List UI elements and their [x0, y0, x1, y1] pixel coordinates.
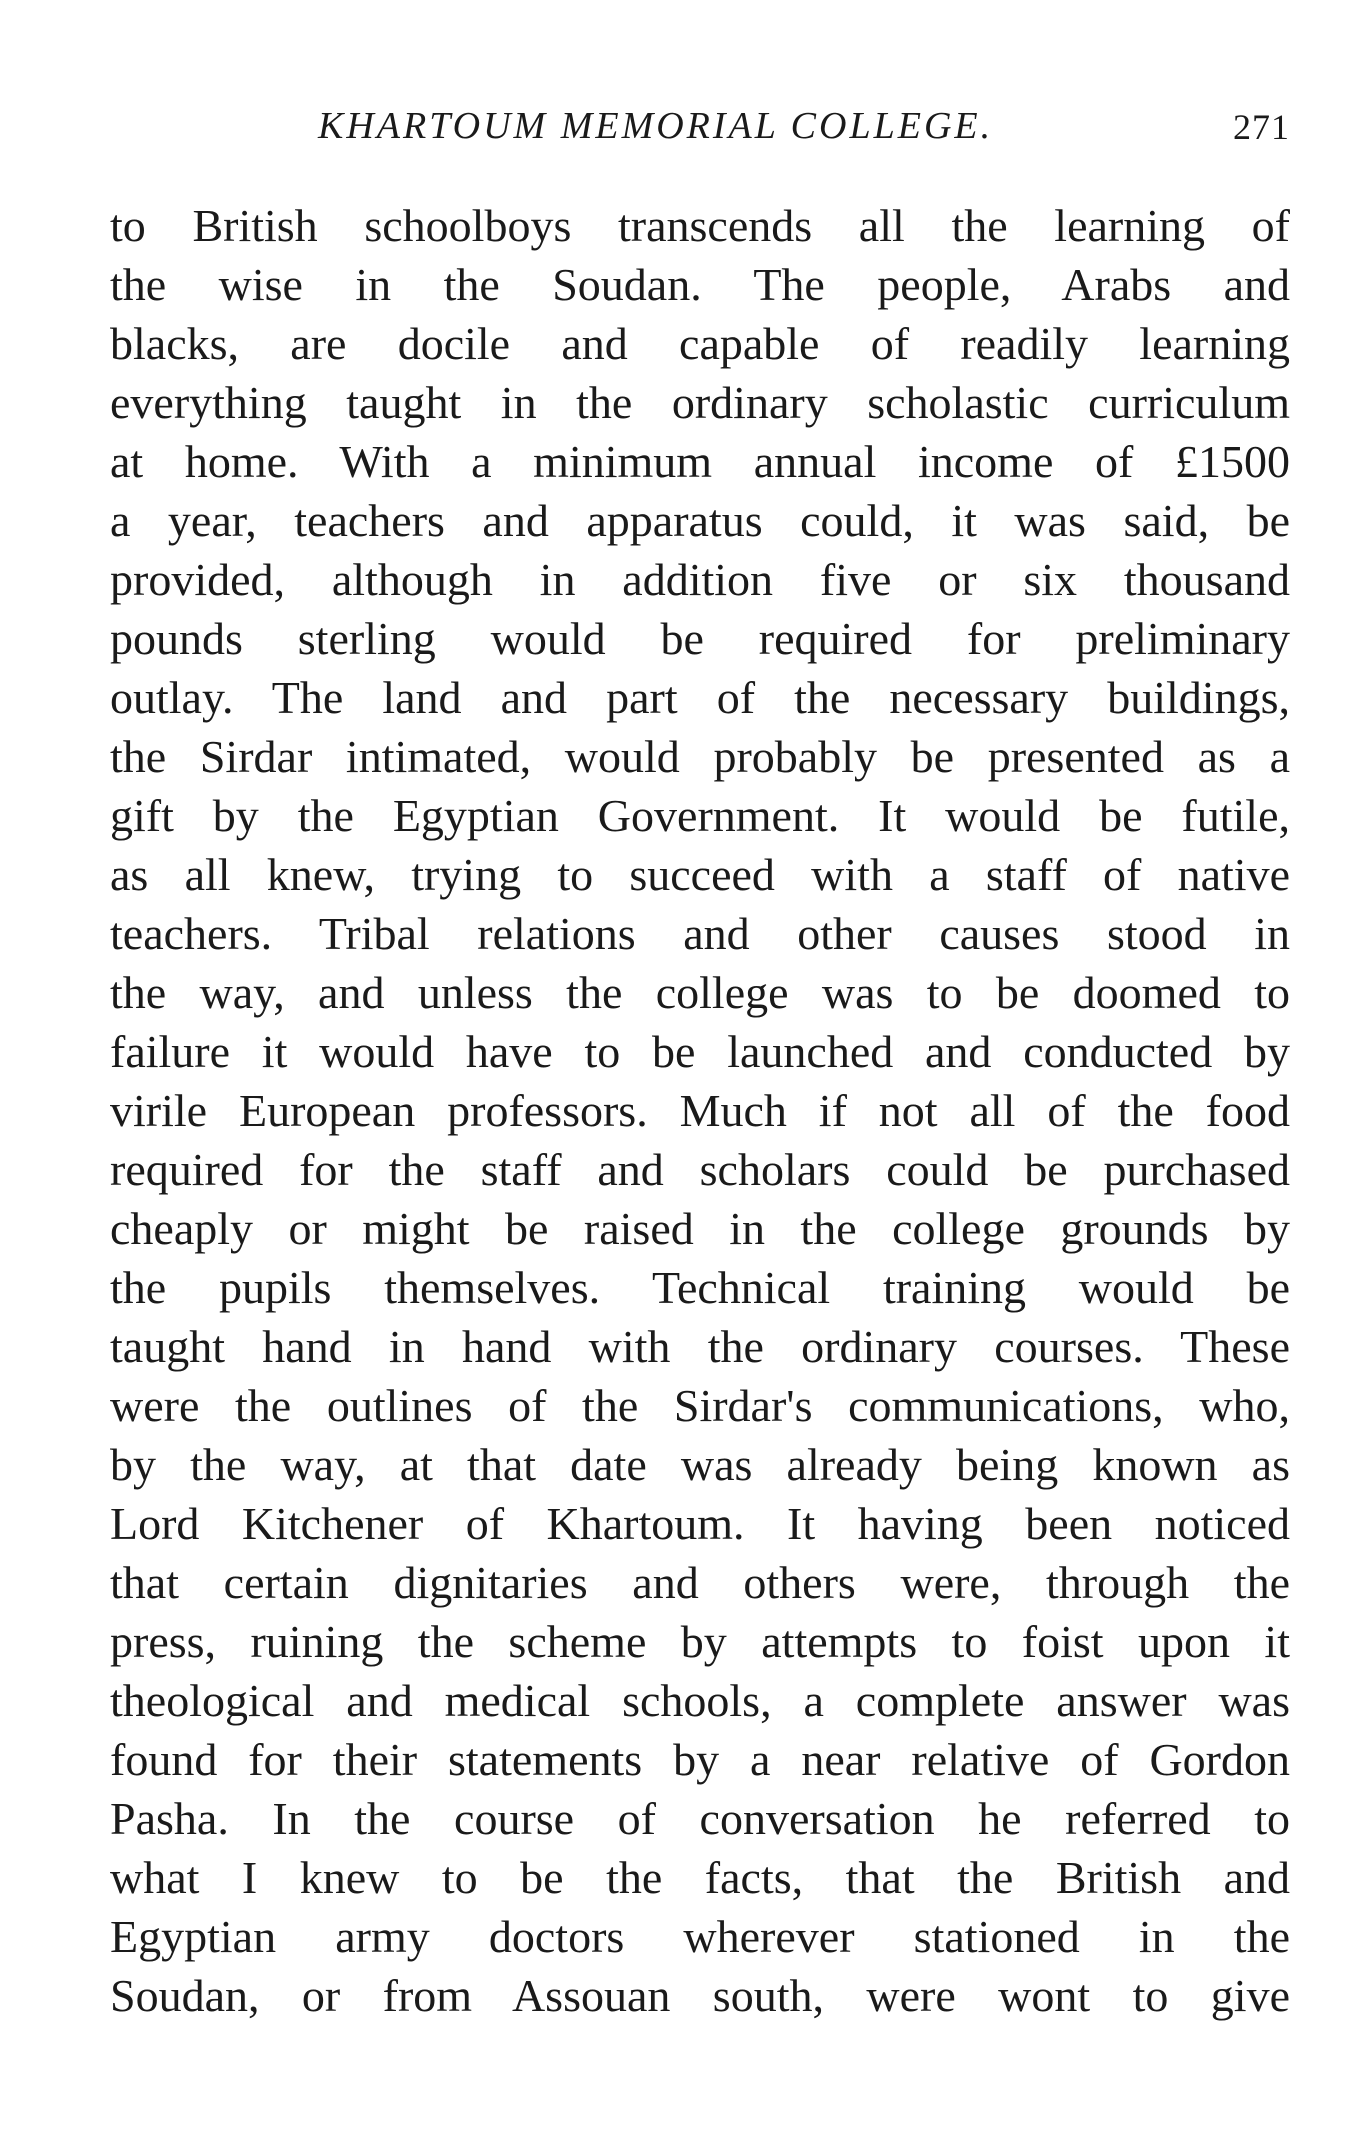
text-line: the Sirdar intimated, would probably be presented as a: [110, 731, 1290, 782]
text-line: pounds sterling would be required for preliminary: [110, 613, 1290, 664]
running-header: [110, 104, 1290, 164]
text-line: the way, and unless the college was to be doomed to: [110, 967, 1290, 1018]
text-line: taught hand in hand with the ordinary courses. These: [110, 1321, 1290, 1372]
text-line: that certain dignitaries and others were, through the: [110, 1557, 1290, 1608]
body-text: [110, 196, 1290, 2025]
text-line: cheaply or might be raised in the college grounds by: [110, 1203, 1290, 1254]
text-line: by the way, at that date was already being known as: [110, 1439, 1290, 1490]
text-line: Pasha. In the course of conversation he referred to: [110, 1793, 1290, 1844]
text-line: teachers. Tribal relations and other causes stood in: [110, 908, 1290, 959]
text-line: were the outlines of the Sirdar's communications, who,: [110, 1380, 1290, 1431]
running-title: KHARTOUM MEMORIAL COLLEGE.: [318, 105, 994, 147]
text-line: provided, although in addition five or six thousand: [110, 554, 1290, 605]
text-line: a year, teachers and apparatus could, it was said, be: [110, 495, 1290, 546]
text-line: virile European professors. Much if not all of the food: [110, 1085, 1290, 1136]
text-line: outlay. The land and part of the necessary buildings,: [110, 672, 1290, 723]
page-number: 271: [1233, 107, 1290, 147]
text-line: theological and medical schools, a complete answer was: [110, 1675, 1290, 1726]
text-line: what I knew to be the facts, that the British and: [110, 1852, 1290, 1903]
text-line: found for their statements by a near relative of Gordon: [110, 1734, 1290, 1785]
text-line: as all knew, trying to succeed with a staff of native: [110, 849, 1290, 900]
text-line: press, ruining the scheme by attempts to foist upon it: [110, 1616, 1290, 1667]
text-line: blacks, are docile and capable of readily learning: [110, 318, 1290, 369]
text-line: everything taught in the ordinary scholastic curriculum: [110, 377, 1290, 428]
text-line: gift by the Egyptian Government. It would be futile,: [110, 790, 1290, 841]
text-line: at home. With a minimum annual income of £1500: [110, 436, 1290, 487]
text-line: Soudan, or from Assouan south, were wont to give: [110, 1970, 1290, 2021]
text-line: required for the staff and scholars could be purchased: [110, 1144, 1290, 1195]
text-line: Egyptian army doctors wherever stationed in the: [110, 1911, 1290, 1962]
text-line: to British schoolboys transcends all the learning of: [110, 200, 1290, 251]
text-line: Lord Kitchener of Khartoum. It having been noticed: [110, 1498, 1290, 1549]
text-line: the wise in the Soudan. The people, Arabs and: [110, 259, 1290, 310]
text-line: failure it would have to be launched and conducted by: [110, 1026, 1290, 1077]
text-line: the pupils themselves. Technical training would be: [110, 1262, 1290, 1313]
